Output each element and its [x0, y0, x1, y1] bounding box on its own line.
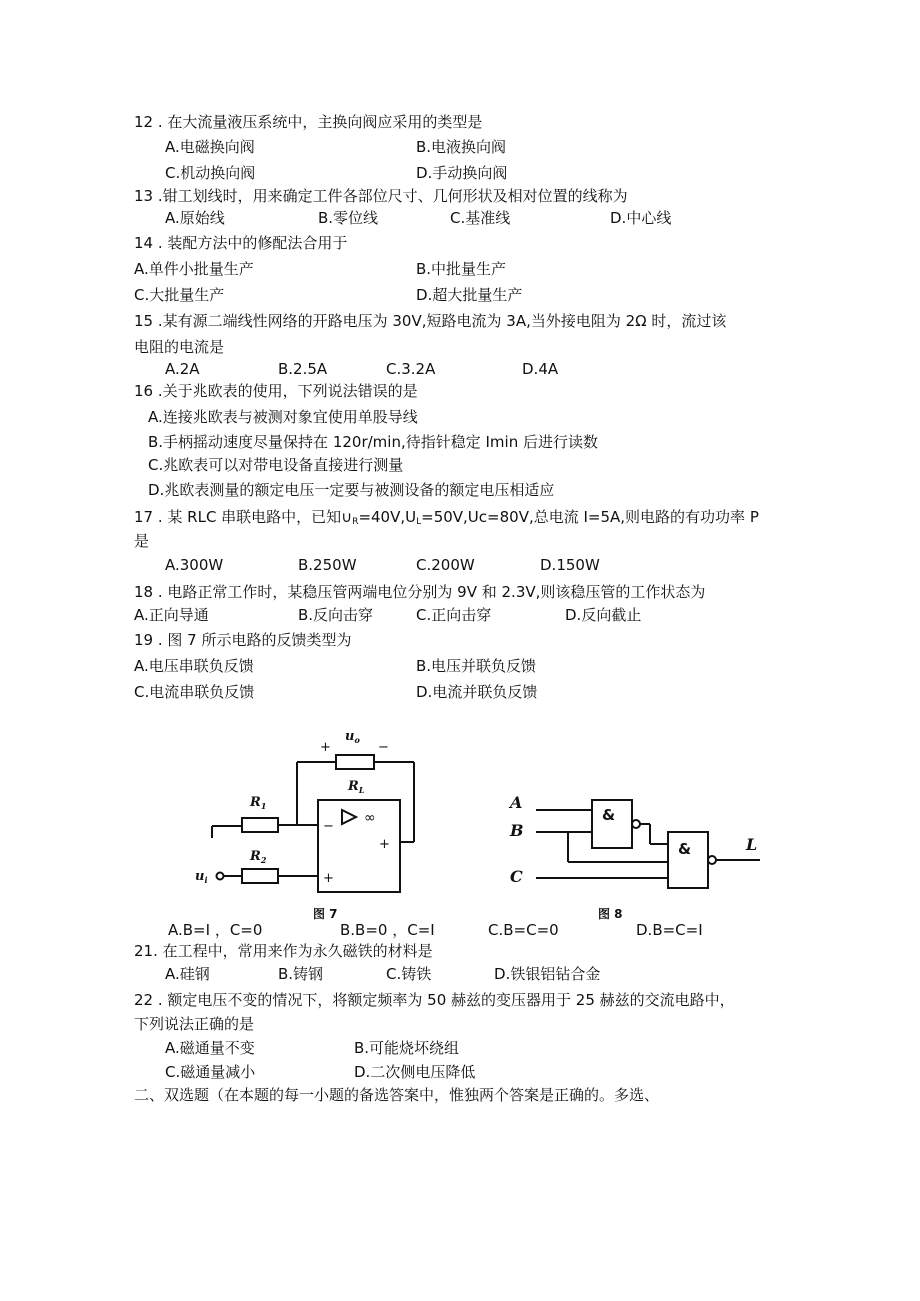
q17-option-d: D.150W: [540, 556, 600, 574]
q13-stem: 13 .钳工划线时，用来确定工件各部位尺寸、几何形状及相对位置的线称为: [134, 187, 628, 205]
q19-option-b: B.电压并联负反馈: [416, 657, 537, 675]
and-gate-1-bubble: [632, 820, 640, 828]
input-a-label: A: [510, 793, 523, 812]
q17-stem: 17 . 某 RLC 串联电路中，已知$\cup_R=40V,U_L=50V,Uc=80V$,总电流 I=5A,则电路的有功功率 P: [134, 508, 759, 527]
q12-option-d: D.手动换向阀: [416, 164, 508, 182]
q17-option-b: B.250W: [298, 556, 357, 574]
q15-option-c: C.3.2A: [386, 360, 436, 378]
uo-plus: +: [320, 740, 331, 755]
q14-option-a: A.单件小批量生产: [134, 260, 254, 278]
q14-option-c: C.大批量生产: [134, 286, 225, 304]
and-gate-2-symbol: &: [678, 840, 692, 858]
q16-option-a: A.连接兆欧表与被测对象宜使用单股导线: [148, 408, 418, 426]
q21-option-c: C.铸铁: [386, 965, 432, 983]
q22-option-b: B.可能烧坏绕组: [354, 1039, 460, 1057]
q18-option-b: B.反向击穿: [298, 606, 374, 624]
and-gate-2-bubble: [708, 856, 716, 864]
q12-option-a: A.电磁换向阀: [165, 138, 255, 156]
q13-option-c: C.基准线: [450, 209, 511, 227]
q21-stem: 21. 在工程中，常用来作为永久磁铁的材料是: [134, 942, 433, 960]
q22-option-a: A.磁通量不变: [165, 1039, 255, 1057]
q19-option-d: D.电流并联负反馈: [416, 683, 538, 701]
q13-option-d: D.中心线: [610, 209, 672, 227]
q15-option-a: A.2A: [165, 360, 200, 378]
input-c-label: C: [510, 867, 523, 886]
infinity-symbol: ∞: [364, 810, 376, 826]
r1-label: $R_1$: [250, 795, 267, 811]
q20-option-a: A.B=I ，C=0: [168, 921, 263, 939]
q14-option-b: B.中批量生产: [416, 260, 507, 278]
q18-stem: 18 . 电路正常工作时，某稳压管两端电位分别为 9V 和 2.3V,则该稳压管的工作状态为: [134, 583, 706, 601]
q17-stem-cont: 是: [134, 532, 150, 550]
uo-label: $u_o$: [345, 729, 360, 745]
figure-8-caption: 图 8: [598, 907, 623, 921]
q15-stem: 15 .某有源二端线性网络的开路电压为 30V,短路电流为 3A,当外接电阻为 2Ω 时，流过该: [134, 312, 727, 330]
uo-minus: −: [378, 740, 389, 755]
noninverting-input-sign: +: [323, 871, 334, 886]
q15-stem-cont: 电阻的电流是: [134, 338, 225, 356]
q18-option-a: A.正向导通: [134, 606, 209, 624]
ui-label: $u_i$: [195, 869, 208, 885]
q20-option-c: C.B=C=0: [488, 921, 559, 939]
q20-option-d: D.B=C=I: [636, 921, 703, 939]
q21-option-a: A.硅钢: [165, 965, 210, 983]
q16-option-c: C.兆欧表可以对带电设备直接进行测量: [148, 456, 404, 474]
q16-option-b: B.手柄摇动速度尽量保持在 120r/min,待指针稳定 Imin 后进行读数: [148, 433, 598, 451]
q22-option-c: C.磁通量减小: [165, 1063, 256, 1081]
q22-stem-cont: 下列说法正确的是: [134, 1015, 255, 1033]
q21-option-b: B.铸钢: [278, 965, 324, 983]
q12-option-b: B.电液换向阀: [416, 138, 507, 156]
q13-option-a: A.原始线: [165, 209, 225, 227]
q19-option-a: A.电压串联负反馈: [134, 657, 254, 675]
q13-option-b: B.零位线: [318, 209, 379, 227]
r2-label: $R_2$: [250, 849, 267, 865]
q14-option-d: D.超大批量生产: [416, 286, 523, 304]
q18-option-c: C.正向击穿: [416, 606, 492, 624]
q12-stem: 12 . 在大流量液压系统中，主换向阀应采用的类型是: [134, 113, 483, 131]
q19-option-c: C.电流串联负反馈: [134, 683, 255, 701]
q16-option-d: D.兆欧表测量的额定电压一定要与被测设备的额定电压相适应: [148, 481, 555, 499]
q17-option-a: A.300W: [165, 556, 224, 574]
q12-option-c: C.机动换向阀: [165, 164, 256, 182]
and-gate-1-symbol: &: [602, 806, 616, 824]
inverting-input-sign: −: [323, 819, 334, 834]
input-b-label: B: [510, 821, 524, 840]
q21-option-d: D.铁银铝钻合金: [494, 965, 601, 983]
output-sign: +: [379, 837, 390, 852]
rl-label: $R_L$: [348, 779, 365, 795]
q22-stem: 22 . 额定电压不变的情况下，将额定频率为 50 赫兹的变压器用于 25 赫兹的交流电路中，: [134, 991, 735, 1009]
q18-option-d: D.反向截止: [565, 606, 642, 624]
q17-option-c: C.200W: [416, 556, 475, 574]
q19-stem: 19 . 图 7 所示电路的反馈类型为: [134, 631, 352, 649]
section-2-heading: 二、双选题（在本题的每一小题的备选答案中，惟独两个答案是正确的。多选、: [134, 1086, 660, 1104]
q15-option-b: B.2.5A: [278, 360, 328, 378]
q14-stem: 14 . 装配方法中的修配法合用于: [134, 234, 348, 252]
q15-option-d: D.4A: [522, 360, 559, 378]
output-l-label: L: [746, 835, 758, 854]
q22-option-d: D.二次侧电压降低: [354, 1063, 476, 1081]
q16-stem: 16 .关于兆欧表的使用，下列说法错误的是: [134, 382, 418, 400]
q20-option-b: B.B=0 ，C=I: [340, 921, 435, 939]
figure-7-caption: 图 7: [313, 907, 338, 921]
